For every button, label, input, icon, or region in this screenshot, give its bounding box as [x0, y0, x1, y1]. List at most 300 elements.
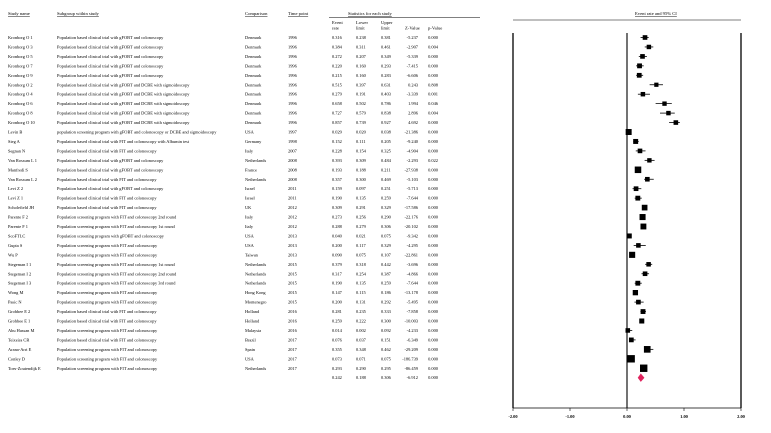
- subgroup-label: Population based clinical trial with FIT and colonoscopy: [57, 309, 157, 315]
- study-marker: [647, 158, 651, 162]
- time-point: 1996: [288, 91, 297, 97]
- upper-limit: 0.927: [381, 120, 391, 126]
- table-row: [8, 177, 439, 182]
- table-row: [8, 300, 439, 305]
- time-point: 2008: [288, 176, 297, 182]
- event-rate: 0.215: [332, 72, 342, 78]
- event-rate: 0.272: [332, 53, 342, 59]
- z-value: -5.713: [406, 186, 418, 192]
- p-value: 0.001: [428, 91, 438, 97]
- study-marker: [641, 309, 646, 314]
- subgroup-label: Population based clinical trial with gFOBT and DCBE with sigmoidoscopy: [57, 120, 190, 126]
- header-study: Study name: [8, 11, 30, 16]
- p-value: 0.000: [428, 327, 438, 333]
- summary-lower-limit: 0.188: [356, 375, 366, 381]
- header-subgroup: Subgroup within study: [57, 11, 99, 16]
- subgroup-label: Population based clinical trial with gFOBT and colonoscopy: [57, 35, 164, 40]
- comparison-label: USA: [245, 129, 254, 135]
- header-lower-1: Lower: [356, 20, 368, 25]
- p-value: 0.000: [428, 205, 438, 211]
- upper-limit: 0.329: [381, 205, 391, 211]
- table-row: [8, 167, 439, 172]
- upper-limit: 0.838: [381, 110, 391, 116]
- lower-limit: 0.397: [356, 82, 366, 88]
- time-point: 2015: [288, 299, 297, 305]
- p-value: 0.000: [428, 280, 438, 286]
- time-point: 1996: [288, 110, 297, 116]
- z-value: -5.237: [406, 35, 418, 40]
- study-marker: [639, 318, 644, 323]
- study-name: Conley D: [8, 356, 25, 362]
- table-row: [8, 252, 439, 257]
- time-point: 2007: [288, 148, 297, 154]
- comparison-label: Netherlands: [245, 176, 267, 182]
- lower-limit: 0.235: [356, 309, 366, 315]
- comparison-label: Italy: [245, 214, 254, 220]
- study-name: Wong M: [8, 290, 24, 296]
- study-name: Stegeman I 3: [8, 280, 32, 286]
- p-value: 0.000: [428, 72, 438, 78]
- p-value: 0.000: [428, 356, 438, 362]
- z-value: -29.209: [404, 346, 418, 352]
- event-rate: 0.190: [332, 195, 342, 201]
- upper-limit: 0.290: [381, 214, 391, 220]
- study-name: Kronborg O 3: [8, 44, 33, 50]
- subgroup-label: Population screening program with FIT and colonoscopy 1st round: [57, 224, 175, 229]
- time-point: 2012: [288, 205, 297, 211]
- lower-limit: 0.160: [356, 63, 366, 69]
- z-value: -27.938: [404, 167, 418, 173]
- study-marker: [643, 271, 648, 276]
- lower-limit: 0.117: [356, 242, 366, 248]
- table-row: [8, 224, 439, 229]
- lower-limit: 0.290: [356, 365, 366, 371]
- upper-limit: 0.186: [381, 290, 391, 296]
- study-name: Abu Hassan M: [8, 327, 35, 333]
- lower-limit: 0.111: [356, 138, 366, 144]
- study-name: Kronborg O 7: [8, 63, 33, 69]
- time-point: 2013: [288, 233, 297, 239]
- study-marker: [633, 139, 638, 144]
- study-name: Teixeira CR: [8, 337, 30, 343]
- p-value: 0.000: [428, 261, 438, 267]
- event-rate: 0.220: [332, 63, 342, 69]
- z-value: -4.866: [406, 271, 418, 277]
- subgroup-label: Population screening program with FIT and colonoscopy: [57, 356, 158, 362]
- subgroup-label: Population based clinical trial with FIT and colonoscopy with Albumin test: [57, 138, 190, 144]
- subgroup-label: Population screening program with FIT and colonoscopy: [57, 252, 158, 258]
- subgroup-label: Population based clinical trial with FIT and colonoscopy: [57, 318, 157, 324]
- study-name: ScoFTLC: [8, 233, 26, 239]
- comparison-label: Denmark: [245, 82, 262, 88]
- table-row: [8, 54, 439, 59]
- lower-limit: 0.002: [356, 327, 366, 333]
- p-value: 0.000: [428, 120, 438, 126]
- comparison-label: Brazil: [245, 337, 256, 343]
- subgroup-label: Population based clinical trial with gFOBT and colonoscopy: [57, 72, 164, 78]
- upper-limit: 0.259: [381, 195, 391, 201]
- z-value: -10.003: [404, 318, 418, 324]
- study-name: Van Rossum L 2: [8, 176, 37, 182]
- lower-limit: 0.115: [356, 290, 366, 296]
- upper-limit: 0.306: [381, 224, 391, 229]
- time-point: 2017: [288, 365, 297, 371]
- event-rate: 0.357: [332, 176, 342, 182]
- table-row: [8, 337, 439, 342]
- table-row: [8, 262, 439, 267]
- study-marker: [640, 224, 646, 230]
- lower-limit: 0.075: [356, 252, 366, 258]
- z-value: -5.103: [406, 176, 418, 182]
- upper-limit: 0.251: [381, 186, 391, 192]
- upper-limit: 0.293: [381, 63, 391, 69]
- subgroup-label: Population screening program with FIT and colonoscopy 2nd round: [57, 214, 177, 220]
- z-value: -7.644: [406, 280, 418, 286]
- lower-limit: 0.021: [356, 233, 366, 239]
- table-row: [8, 356, 439, 361]
- table-row: [8, 35, 439, 40]
- subgroup-label: Population based clinical trial with FIT and colonoscopy: [57, 176, 157, 182]
- study-name: Stegeman I 2: [8, 271, 32, 277]
- event-rate: 0.073: [332, 356, 342, 362]
- z-value: -21.386: [404, 129, 418, 135]
- upper-limit: 0.107: [381, 252, 391, 258]
- study-marker: [634, 186, 639, 191]
- comparison-label: France: [245, 167, 257, 173]
- study-marker: [642, 205, 648, 211]
- comparison-label: Netherlands: [245, 280, 267, 286]
- comparison-label: UK: [245, 205, 252, 211]
- p-value: 0.004: [428, 44, 438, 50]
- upper-limit: 0.205: [381, 138, 391, 144]
- study-marker: [644, 346, 651, 353]
- comparison-label: Denmark: [245, 63, 262, 69]
- event-rate: 0.658: [332, 101, 342, 107]
- subgroup-label: Population screening program with FIT and colonoscopy: [57, 327, 158, 333]
- lower-limit: 0.238: [356, 35, 366, 40]
- upper-limit: 0.075: [381, 356, 391, 362]
- study-marker: [635, 196, 640, 201]
- p-value: 0.000: [428, 299, 438, 305]
- event-rate: 0.727: [332, 110, 342, 116]
- upper-limit: 0.484: [381, 157, 391, 163]
- time-point: 1996: [288, 120, 297, 126]
- study-marker: [635, 167, 642, 174]
- study-name: Gupta S: [8, 242, 23, 248]
- p-value: 0.000: [428, 53, 438, 59]
- upper-limit: 0.462: [381, 346, 391, 352]
- upper-limit: 0.259: [381, 280, 391, 286]
- subgroup-label: Population based clinical trial with FIT and colonoscopy: [57, 205, 157, 211]
- lower-limit: 0.037: [356, 337, 366, 343]
- subgroup-label: Population based clinical trial with gFOBT and colonoscopy: [57, 167, 164, 173]
- subgroup-label: Population screening program with FIT and colonoscopy: [57, 242, 158, 248]
- z-value: -3.696: [406, 261, 418, 267]
- table-row: [8, 139, 439, 144]
- study-name: Arana-Arri E: [8, 346, 32, 352]
- z-value: -20.102: [404, 224, 418, 229]
- comparison-label: Netherlands: [245, 271, 267, 277]
- p-value: 0.000: [428, 176, 438, 182]
- z-value: -7.858: [406, 309, 418, 315]
- p-value: 0.000: [428, 242, 438, 248]
- p-value: 0.000: [428, 271, 438, 277]
- study-name: Levi Z 2: [8, 186, 24, 192]
- z-value: -9.240: [406, 138, 418, 144]
- header-stats: Statistics for each study: [348, 11, 392, 16]
- subgroup-label: Population based clinical trial with gFOBT and colonoscopy: [57, 44, 164, 50]
- event-rate: 0.379: [332, 261, 342, 267]
- study-name: Toes-Zoutendijk E: [8, 365, 41, 371]
- study-name: Scholefield JH: [8, 205, 34, 211]
- event-rate: 0.281: [332, 309, 342, 315]
- upper-limit: 0.283: [381, 72, 391, 78]
- summary-z-value: -6.912: [406, 375, 418, 381]
- time-point: 1996: [288, 82, 297, 88]
- p-value: 0.000: [428, 167, 438, 173]
- comparison-label: Italy: [245, 148, 254, 154]
- header-comparison: Comparison: [245, 11, 268, 16]
- event-rate: 0.159: [332, 186, 342, 192]
- event-rate: 0.317: [332, 271, 342, 277]
- study-markers: [626, 35, 680, 372]
- header-plot: Event rate and 95% CI: [635, 11, 677, 16]
- subgroup-label: Population based clinical trial with FIT and colonoscopy: [57, 195, 157, 201]
- subgroup-label: Population based clinical trial with gFOBT and DCBE with sigmoidoscopy: [57, 91, 190, 97]
- z-value: -4.233: [406, 327, 418, 333]
- upper-limit: 0.325: [381, 148, 391, 154]
- study-marker: [640, 365, 647, 372]
- p-value: 0.000: [428, 290, 438, 296]
- lower-limit: 0.502: [356, 101, 366, 107]
- upper-limit: 0.295: [381, 365, 391, 371]
- study-marker: [636, 243, 641, 248]
- comparison-label: Denmark: [245, 44, 262, 50]
- study-marker: [635, 281, 640, 286]
- z-value: -22.176: [404, 214, 418, 220]
- time-point: 2015: [288, 290, 297, 296]
- upper-limit: 0.461: [381, 44, 391, 50]
- p-value: 0.000: [428, 337, 438, 343]
- comparison-label: Israel: [245, 186, 255, 192]
- upper-limit: 0.092: [381, 327, 391, 333]
- time-point: 1997: [288, 129, 297, 135]
- study-marker: [629, 338, 634, 343]
- comparison-label: Spain: [245, 346, 256, 352]
- lower-limit: 0.309: [356, 157, 366, 163]
- lower-limit: 0.188: [356, 167, 366, 173]
- comparison-label: Netherlands: [245, 261, 267, 267]
- lower-limit: 0.579: [356, 110, 366, 116]
- event-rate: 0.355: [332, 346, 342, 352]
- upper-limit: 0.786: [381, 101, 391, 107]
- p-value: 0.000: [428, 365, 438, 371]
- x-tick-label: 1.00: [680, 414, 688, 419]
- comparison-label: USA: [245, 242, 254, 248]
- lower-limit: 0.256: [356, 214, 366, 220]
- lower-limit: 0.135: [356, 195, 366, 201]
- z-value: 1.994: [408, 101, 418, 107]
- table-row: [8, 111, 439, 116]
- event-rate: 0.228: [332, 148, 342, 154]
- lower-limit: 0.020: [356, 129, 366, 135]
- study-marker: [636, 300, 641, 305]
- z-value: 0.243: [408, 82, 418, 88]
- table-row: [8, 196, 439, 201]
- study-marker: [645, 177, 650, 182]
- study-marker: [641, 92, 645, 96]
- time-point: 2012: [288, 224, 297, 229]
- subgroup-label: Population based clinical trial with gFOBT and DCBE with sigmoidoscopy: [57, 101, 190, 107]
- event-rate: 0.273: [332, 214, 342, 220]
- study-name: Kronborg O 5: [8, 53, 33, 59]
- event-rate: 0.147: [332, 290, 342, 296]
- z-value: -7.644: [406, 195, 418, 201]
- header-event-1: Event: [332, 20, 343, 25]
- time-point: 2017: [288, 337, 297, 343]
- time-point: 2008: [288, 167, 297, 173]
- time-point: 2017: [288, 356, 297, 362]
- p-value: 0.000: [428, 129, 438, 135]
- comparison-label: Denmark: [245, 35, 262, 40]
- z-value: -5.339: [406, 53, 418, 59]
- table-row: [8, 44, 439, 49]
- lower-limit: 0.154: [356, 148, 366, 154]
- p-value: 0.000: [428, 309, 438, 315]
- event-rate: 0.090: [332, 252, 342, 258]
- x-tick-label: 2.00: [737, 414, 745, 419]
- z-value: -7.415: [406, 63, 418, 69]
- header-row: [8, 11, 677, 31]
- subgroup-label: Population screening program with FIT and colonoscopy: [57, 365, 158, 371]
- table-row: [8, 63, 439, 68]
- time-point: 1996: [288, 63, 297, 69]
- z-value: -22.861: [404, 252, 418, 258]
- event-rate: 0.293: [332, 365, 342, 371]
- study-name: Kronborg O 6: [8, 101, 33, 107]
- table-row: [8, 271, 439, 276]
- comparison-label: Denmark: [245, 53, 262, 59]
- table-row: [8, 243, 439, 248]
- lower-limit: 0.318: [356, 261, 366, 267]
- time-point: 2017: [288, 346, 297, 352]
- z-value: -186.739: [402, 356, 418, 362]
- p-value: 0.000: [428, 148, 438, 154]
- subgroup-label: Population based clinical trial with gFOBT and DCBE with sigmoidoscopy: [57, 82, 190, 88]
- comparison-label: Hong Kong: [245, 290, 266, 296]
- upper-limit: 0.631: [381, 82, 391, 88]
- z-value: -4.295: [406, 242, 418, 248]
- lower-limit: 0.279: [356, 224, 366, 229]
- study-marker: [643, 35, 648, 40]
- study-name: Segnan N: [8, 148, 26, 154]
- event-rate: 0.279: [332, 91, 342, 97]
- upper-limit: 0.211: [381, 167, 391, 173]
- plot-panel: [508, 20, 745, 419]
- subgroup-label: Population screening program with FIT and colonoscopy 3rd round: [57, 280, 176, 286]
- p-value: 0.000: [428, 35, 438, 40]
- subgroup-label: Population screening program with FIT and colonoscopy: [57, 290, 158, 296]
- study-name: Grobbee E 1: [8, 318, 31, 324]
- upper-limit: 0.038: [381, 129, 391, 135]
- lower-limit: 0.291: [356, 205, 366, 211]
- p-value: 0.000: [428, 318, 438, 324]
- header-event-2: rate: [332, 25, 339, 31]
- table-row: [8, 328, 439, 333]
- x-tick-label: -1.00: [565, 414, 575, 419]
- upper-limit: 0.300: [381, 318, 391, 324]
- comparison-label: Israel: [245, 195, 255, 201]
- p-value: 0.000: [428, 186, 438, 192]
- time-point: 2016: [288, 318, 297, 324]
- subgroup-label: Population based clinical trial with FIT and colonoscopy: [57, 337, 157, 343]
- event-rate: 0.200: [332, 299, 342, 305]
- table-row: [8, 120, 439, 125]
- study-name: Grobbee E 2: [8, 309, 31, 315]
- table-row: [8, 281, 439, 286]
- comparison-label: Denmark: [245, 110, 262, 116]
- lower-limit: 0.071: [356, 356, 366, 362]
- table-row: [8, 101, 439, 106]
- table-row: [8, 319, 439, 324]
- upper-limit: 0.333: [381, 309, 391, 315]
- time-point: 1996: [288, 44, 297, 50]
- study-name: Parente F 1: [8, 224, 28, 229]
- subgroup-label: Population based clinical trial with gFOBT and colonoscopy: [57, 157, 164, 163]
- subgroup-label: Population based clinical trial with gFOBT and DCBE with sigmoidoscopy: [57, 110, 190, 116]
- time-point: 2011: [288, 186, 297, 192]
- study-name: Kronborg O 8: [8, 110, 33, 116]
- event-rate: 0.190: [332, 280, 342, 286]
- table-row: [8, 347, 439, 352]
- z-value: -6.349: [406, 337, 418, 343]
- p-value: 0.000: [428, 63, 438, 69]
- z-value: -5.495: [406, 299, 418, 305]
- subgroup-label: Population screening program with FIT and colonoscopy 1st round: [57, 261, 175, 267]
- time-point: 2015: [288, 280, 297, 286]
- summary-event-rate: 0.242: [332, 375, 342, 381]
- p-value: 0.808: [428, 82, 438, 88]
- header-lower-2: limit: [356, 25, 365, 31]
- time-point: 2013: [288, 252, 297, 258]
- subgroup-label: Population screening program with FIT and colonoscopy 2nd round: [57, 271, 177, 277]
- comparison-label: USA: [245, 356, 254, 362]
- x-tick-label: 0.00: [623, 414, 631, 419]
- p-value: 0.000: [428, 233, 438, 239]
- table-row: [8, 92, 438, 97]
- time-point: 2015: [288, 261, 297, 267]
- study-name: Van Rossum L 1: [8, 157, 37, 163]
- study-marker: [654, 83, 658, 87]
- z-value: -4.904: [406, 148, 418, 154]
- header-upper-1: Upper: [381, 20, 393, 25]
- study-marker: [626, 129, 632, 135]
- time-point: 1996: [288, 35, 297, 40]
- upper-limit: 0.329: [381, 242, 391, 248]
- upper-limit: 0.292: [381, 299, 391, 305]
- x-tick-label: -2.00: [508, 414, 518, 419]
- study-marker: [640, 54, 645, 59]
- lower-limit: 0.222: [356, 318, 366, 324]
- subgroup-label: Population screening program with FIT and colonoscopy: [57, 299, 158, 305]
- subgroup-label: Population based clinical trial with gFOBT and colonoscopy: [57, 186, 164, 192]
- study-name: Kronborg O 4: [8, 91, 33, 97]
- comparison-label: USA: [245, 233, 254, 239]
- table-row: [8, 186, 439, 191]
- table-row: [8, 130, 439, 135]
- event-rate: 0.200: [332, 242, 342, 248]
- z-value: -3.339: [406, 91, 418, 97]
